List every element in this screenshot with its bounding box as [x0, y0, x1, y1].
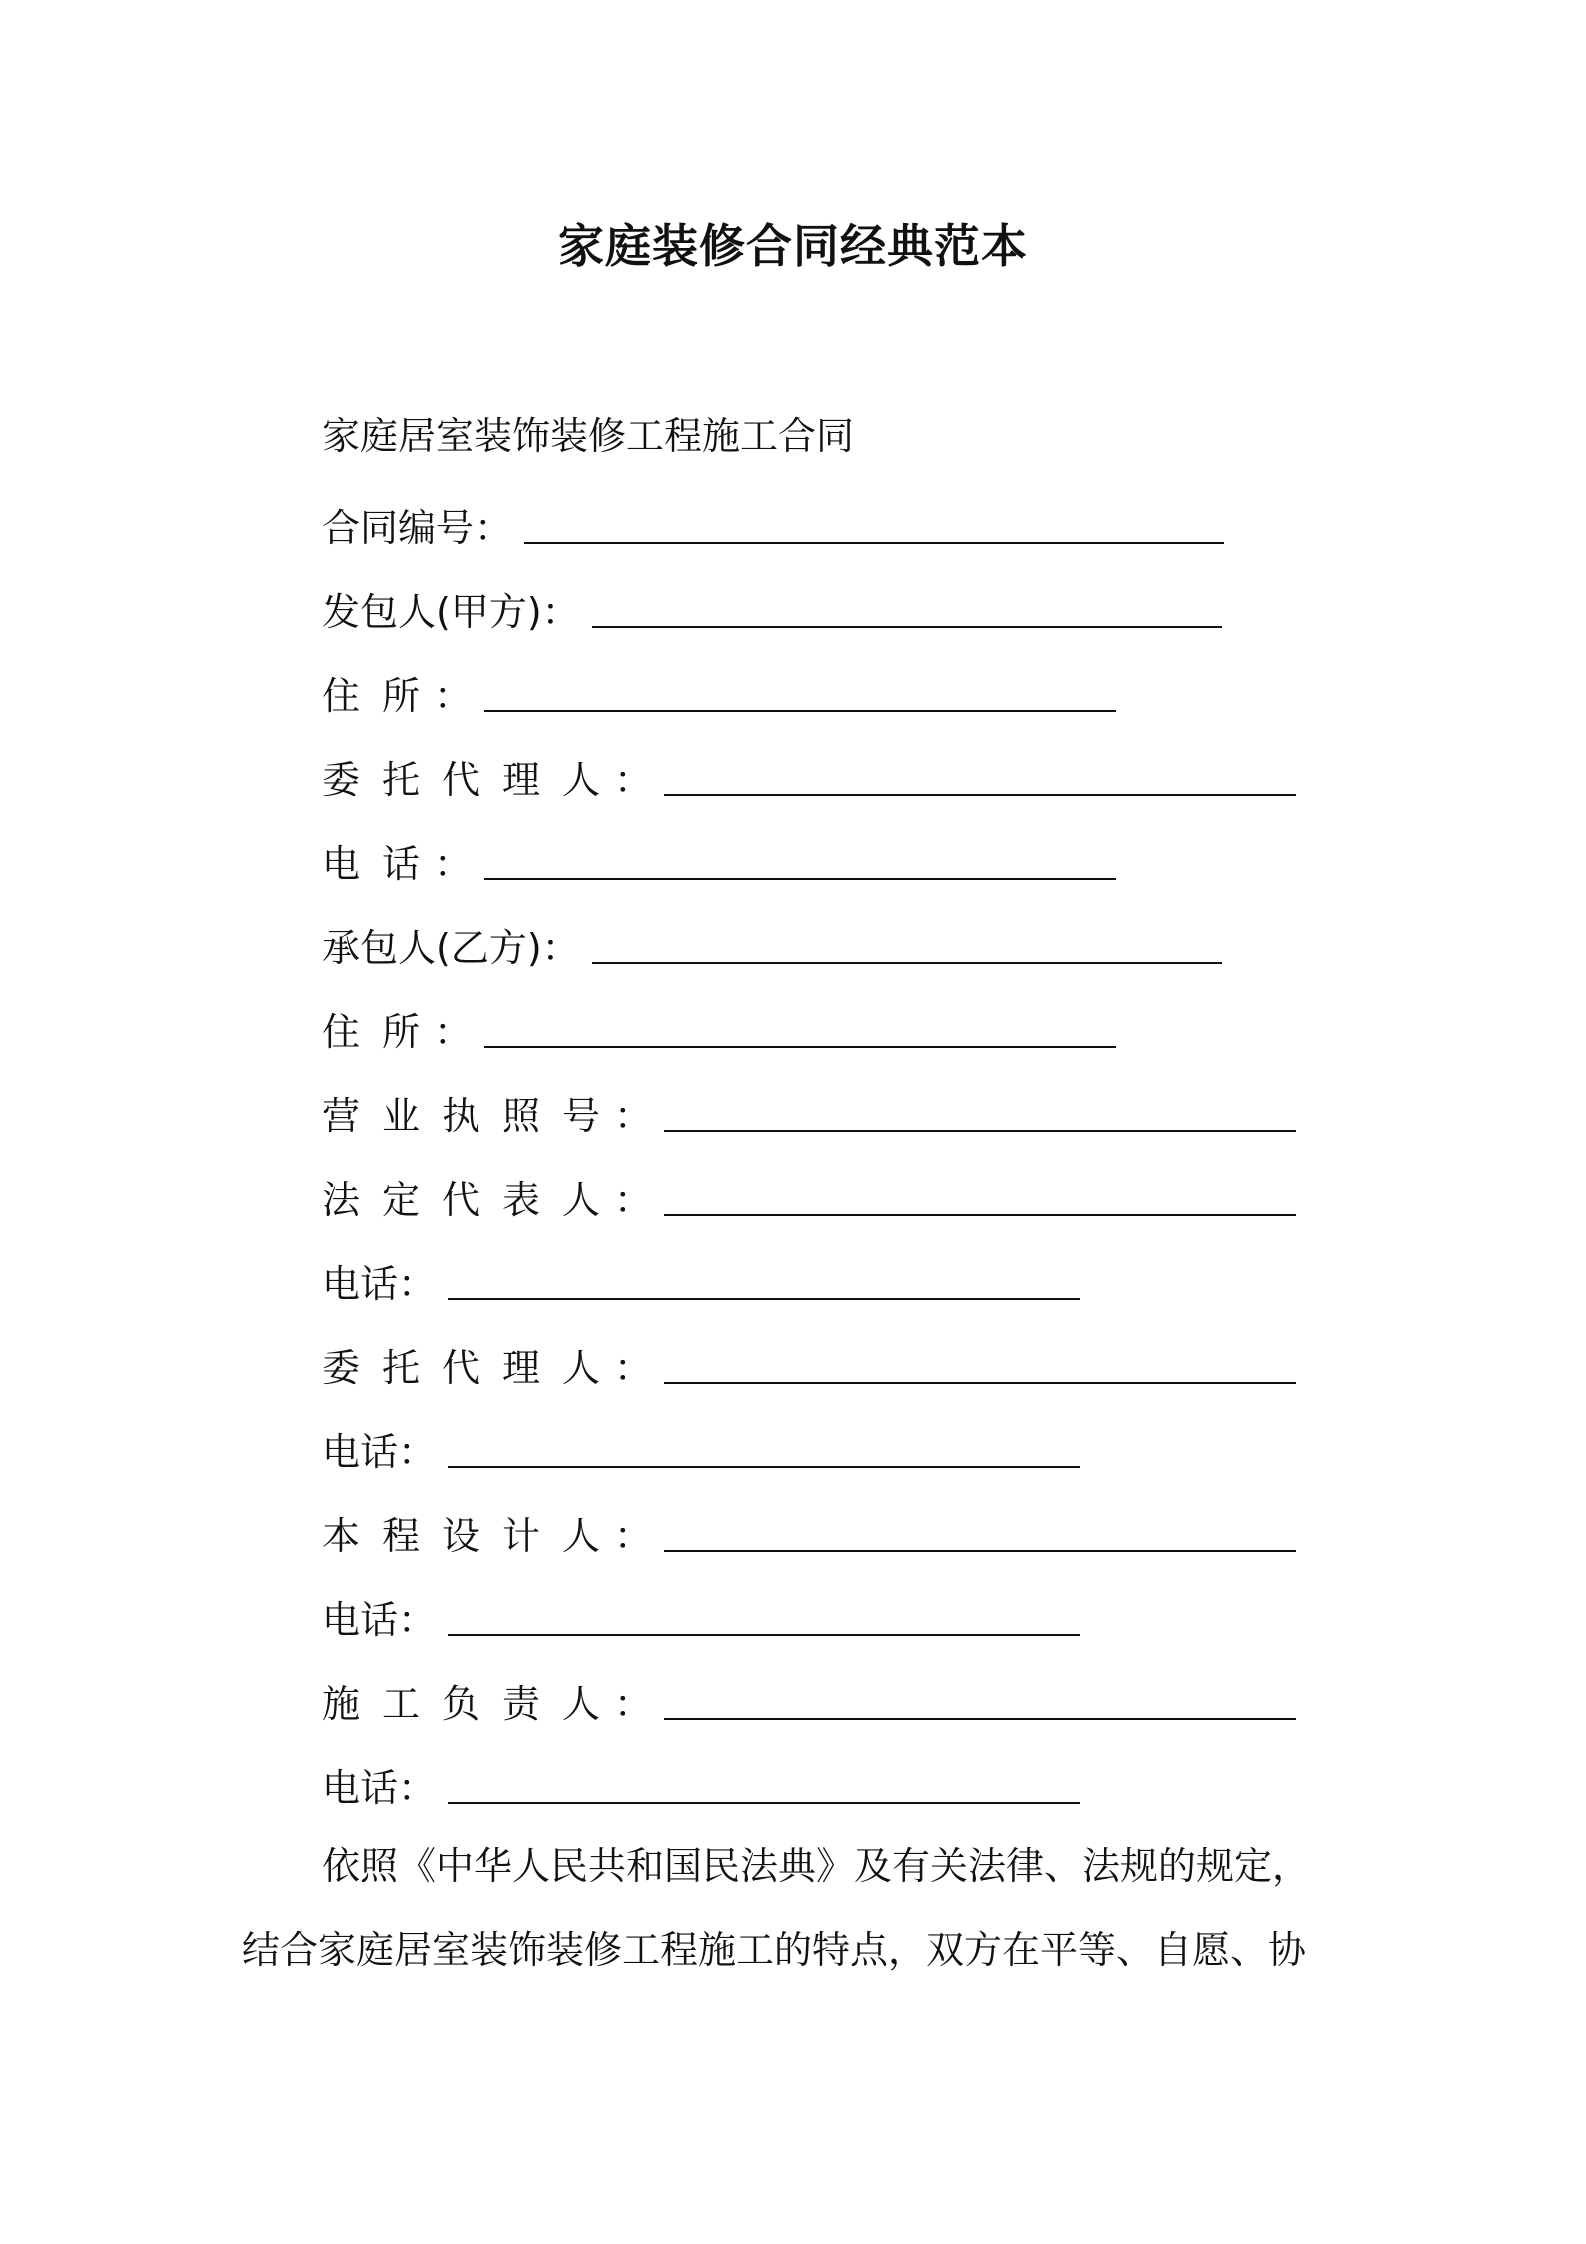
field-label: 电话: [322, 1598, 399, 1642]
field-label: 住所: [322, 1010, 443, 1054]
blank-line[interactable]: [448, 1465, 1080, 1468]
field-business-license: 营业执照号 ：: [322, 1088, 1296, 1144]
blank-line[interactable]: [664, 1717, 1296, 1720]
blank-line[interactable]: [664, 1549, 1296, 1552]
field-agent-employer: 委托代理人 ：: [322, 752, 1296, 808]
field-label: 发包人(甲方): [322, 590, 542, 634]
field-agent-contractor: 委托代理人 ：: [322, 1340, 1296, 1396]
field-label: 营业执照号: [322, 1094, 623, 1138]
field-employer: 发包人(甲方) ：: [322, 584, 1222, 640]
blank-line[interactable]: [592, 961, 1222, 964]
paragraph-line-1: 依照《中华人民共和国民法典》及有关法律、法规的规定，: [322, 1844, 1311, 1888]
field-label: 施工负责人: [322, 1682, 623, 1726]
field-address-contractor: 住所 ：: [322, 1004, 1116, 1060]
field-label: 电话: [322, 842, 443, 886]
blank-line[interactable]: [524, 541, 1224, 544]
blank-line[interactable]: [484, 1045, 1116, 1048]
field-label: 电话: [322, 1262, 399, 1306]
field-legal-rep: 法定代表人 ：: [322, 1172, 1296, 1228]
field-label: 合同编号: [322, 506, 475, 550]
field-phone-construction-lead: 电话 ：: [322, 1760, 1080, 1816]
field-label: 电话: [322, 1766, 399, 1810]
field-phone-designer: 电话 ：: [322, 1592, 1080, 1648]
blank-line[interactable]: [664, 1381, 1296, 1384]
blank-line[interactable]: [664, 1213, 1296, 1216]
field-label: 委托代理人: [322, 758, 623, 802]
field-phone-employer: 电话 ：: [322, 836, 1116, 892]
field-label: 电话: [322, 1430, 399, 1474]
field-phone-agent: 电话 ：: [322, 1424, 1080, 1480]
blank-line[interactable]: [448, 1633, 1080, 1636]
field-label: 法定代表人: [322, 1178, 623, 1222]
field-label: 承包人(乙方): [322, 926, 542, 970]
blank-line[interactable]: [592, 625, 1222, 628]
field-label: 本程设计人: [322, 1514, 623, 1558]
blank-line[interactable]: [664, 1129, 1296, 1132]
field-phone-legal-rep: 电话 ：: [322, 1256, 1080, 1312]
field-label: 住所: [322, 674, 443, 718]
field-contractor: 承包人(乙方) ：: [322, 920, 1222, 976]
blank-line[interactable]: [484, 877, 1116, 880]
blank-line[interactable]: [664, 793, 1296, 796]
field-address-employer: 住所 ：: [322, 668, 1116, 724]
document-title: 家庭装修合同经典范本: [558, 219, 1028, 273]
blank-line[interactable]: [448, 1297, 1080, 1300]
field-label: 委托代理人: [322, 1346, 623, 1390]
blank-line[interactable]: [448, 1801, 1080, 1804]
field-designer: 本程设计人 ：: [322, 1508, 1296, 1564]
blank-line[interactable]: [484, 709, 1116, 712]
contract-subtitle: 家庭居室装饰装修工程施工合同: [322, 414, 855, 458]
paragraph-line-2: 结合家庭居室装饰装修工程施工的特点，双方在平等、自愿、协: [242, 1928, 1307, 1972]
field-construction-lead: 施工负责人 ：: [322, 1676, 1296, 1732]
field-contract-number: 合同编号 ：: [322, 500, 1224, 556]
